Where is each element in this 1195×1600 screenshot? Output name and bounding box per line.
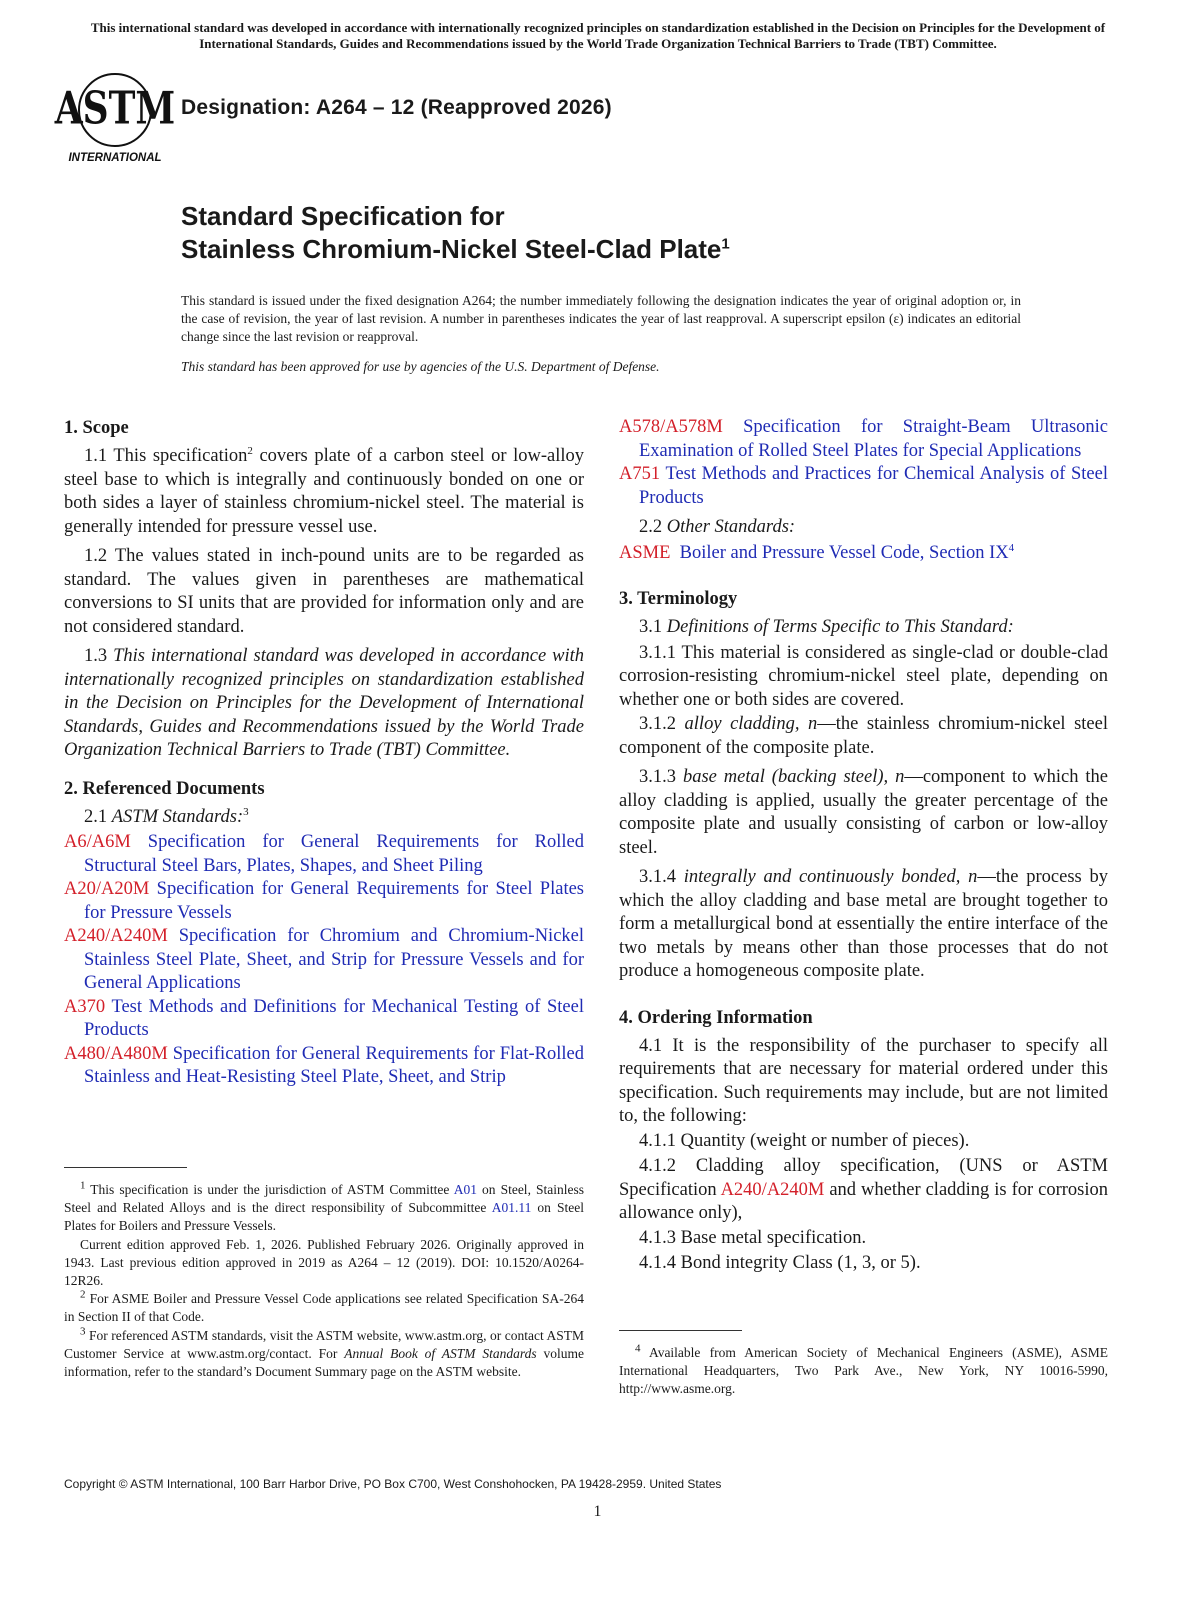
footnotes-right: [619, 1344, 1108, 1399]
para-1-2: 1.2 The values stated in inch-pound units are to be regarded as standard. The values given in parentheses are mathematical conversions to SI units that are provided for information only and are not considered standard.: [64, 546, 584, 637]
link-a240[interactable]: A240/A240M: [720, 1179, 825, 1200]
ref-a751[interactable]: A751 Test Methods and Practices for Chemical Analysis of Steel Products: [619, 464, 1108, 508]
footnote-rule-right: [619, 1330, 742, 1331]
ref-a6[interactable]: A6/A6M Specification for General Requirements for Rolled Structural Steel Bars, Plates, Shapes, and Sheet Piling: [64, 832, 584, 876]
para-4-1-1: 4.1.1 Quantity (weight or number of pieces).: [639, 1130, 970, 1151]
para-3-1: 3.1 Definitions of Terms Specific to This Standard:: [639, 617, 1014, 637]
para-4-1-4: 4.1.4 Bond integrity Class (1, 3, or 5).: [639, 1253, 921, 1273]
section-4-heading: 4. Ordering Information: [619, 1007, 813, 1028]
ref-a578[interactable]: A578/A578M Specification for Straight-Beam Ultrasonic Examination of Rolled Steel Plates for Special Applications: [619, 417, 1108, 461]
ref-a370[interactable]: A370 Test Methods and Definitions for Mechanical Testing of Steel Products: [64, 996, 584, 1040]
footnote-3: $^3$ For referenced ASTM standards, visit the ASTM website, www.astm.org, or contact ASTM Customer Service at www.astm.org/contact. For Annual Book of ASTM Standards volume information, refer to the standard’s Document Summary page on the ASTM website.: [64, 1325, 585, 1380]
ref-a240[interactable]: A240/A240M Specification for Chromium and Chromium-Nickel Stainless Steel Plate, Sheet, and Strip for Pressure Vessels and for General Applications: [64, 926, 585, 993]
astm-logo-icon: [54, 70, 176, 166]
tbt-banner: This international standard was developed in accordance with internationally recognized principles on standardization established in the Decision on Principles for the Development of International Standards, Guides and Recommendations issued by the World Trade Organization Technical Barriers to Trade (TBT) Committee.: [90, 20, 1106, 51]
para-3-1-3: 3.1.3 base metal (backing steel), n—component to which the alloy cladding is applied, usually the greater percentage of the composite plate and usually consisting of carbon or low-alloy steel.: [619, 767, 1109, 858]
para-1-3: 1.3 This international standard was developed in accordance with internationally recognized principles on standardization established in the Decision on Principles for the Development of International Standards, Guides and Recommendations issued by the World Trade Organization Technical Barriers to Trade (TBT) Committee.: [64, 646, 585, 760]
dod-approval: This standard has been approved for use by agencies of the U.S. Department of Defense.: [181, 359, 660, 374]
logo-sub: INTERNATIONAL: [68, 152, 162, 164]
link-a01-11[interactable]: A01.11: [491, 1200, 532, 1216]
copyright-footer: Copyright © ASTM International, 100 Barr Harbor Drive, PO Box C700, West Conshohocken, PA 19428-2959. United States: [64, 1477, 722, 1491]
logo-letters: ASTM: [54, 81, 176, 135]
footnote-1-edition: Current edition approved Feb. 1, 2026. Published February 2026. Originally approved in 1943. Last previous edition approved in 2019 as A264 – 12 (2019). DOI: 10.1520/A0264-12R26.: [64, 1236, 584, 1289]
document-title: [181, 200, 730, 266]
right-column: [619, 416, 1108, 1278]
footnote-2: $^2$ For ASME Boiler and Pressure Vessel Code applications see related Specification SA-264 in Section II of that Code.: [64, 1288, 584, 1325]
left-column: [64, 416, 584, 1090]
footnote-4: $^4$ Available from American Society of Mechanical Engineers (ASME), ASME International Headquarters, Two Park Ave., New York, NY 10016-5990, http://www.asme.org.: [619, 1342, 1108, 1397]
para-4-1-2: 4.1.2 Cladding alloy specification, (UNS or ASTM Specification A240/A240M and whether cladding is for corrosion allowance only),: [619, 1156, 1108, 1223]
footnote-ref-2[interactable]: 2: [247, 444, 253, 457]
section-1-heading: 1. Scope: [64, 418, 129, 438]
ref-a20[interactable]: A20/A20M Specification for General Requirements for Steel Plates for Pressure Vessels: [64, 879, 584, 923]
para-3-1-2: 3.1.2 alloy cladding, n—the stainless chromium-nickel steel component of the composite plate.: [619, 714, 1108, 758]
para-2-2: 2.2 Other Standards:: [639, 517, 796, 537]
section-2-heading: 2. Referenced Documents: [64, 778, 265, 799]
designation: Designation: A264 – 12 (Reapproved 2026): [181, 96, 612, 119]
footnotes-left: [64, 1181, 584, 1381]
para-1-1: 1.1 This specification$^2$ covers plate of a carbon steel or low-alloy steel base to which is integrally and continuously bonded on one or both sides a layer of stainless chromium-nickel steel. The material is generally intended for pressure vessel use.: [64, 444, 584, 537]
para-3-1-1: 3.1.1 This material is considered as single-clad or double-clad corrosion-resisting chromium-nickel steel plate, depending on whether one or both sides are covered.: [619, 642, 1108, 710]
title-line-2: Stainless Chromium-Nickel Steel-Clad Plate: [181, 234, 722, 264]
para-3-1-4: 3.1.4 integrally and continuously bonded, n—the process by which the alloy cladding and base metal are brought together to form a metallurgical bond at essentially the entire interface of the two metals by means other than those processes that do not produce a homogeneous composite plate.: [619, 867, 1109, 981]
link-a01[interactable]: A01: [453, 1182, 477, 1197]
footnote-ref-3[interactable]: 3: [243, 805, 249, 818]
ref-a480[interactable]: A480/A480M Specification for General Requirements for Flat-Rolled Stainless and Heat-Resisting Steel Plate, Sheet, and Strip: [64, 1043, 584, 1087]
footnote-rule-left: [64, 1167, 187, 1168]
para-4-1-3: 4.1.3 Base metal specification.: [639, 1227, 867, 1248]
title-line-1: Standard Specification for: [181, 201, 505, 231]
title-footnote-ref[interactable]: 1: [721, 235, 730, 253]
section-3-heading: 3. Terminology: [619, 589, 738, 609]
footnote-1: $^1$ This specification is under the jurisdiction of ASTM Committee A01 on Steel, Stainless Steel and Related Alloys and is the direct responsibility of Subcommittee A01.11 on Steel Plates for Boilers and Pressure Vessels.: [64, 1179, 585, 1234]
designation-notice: This standard is issued under the fixed designation A264; the number immediately following the designation indicates the year of original adoption or, in the case of revision, the year of last revision. A number in parentheses indicates the year of last reapproval. A superscript epsilon (ε) indicates an editorial change since the last revision or reapproval.: [181, 293, 1021, 344]
page-number: 1: [593, 1503, 602, 1520]
footnote-ref-4[interactable]: 4: [1008, 541, 1015, 554]
ref-asme[interactable]: ASME Boiler and Pressure Vessel Code, Section $IX^4$: [619, 541, 1015, 563]
para-4-1: 4.1 It is the responsibility of the purchaser to specify all requirements that are necessary for material ordered under this specification. Such requirements may include, but are not limited to, the following:: [619, 1035, 1108, 1126]
para-2-1: 2.1 ASTM Standards:$^3$: [84, 805, 249, 827]
